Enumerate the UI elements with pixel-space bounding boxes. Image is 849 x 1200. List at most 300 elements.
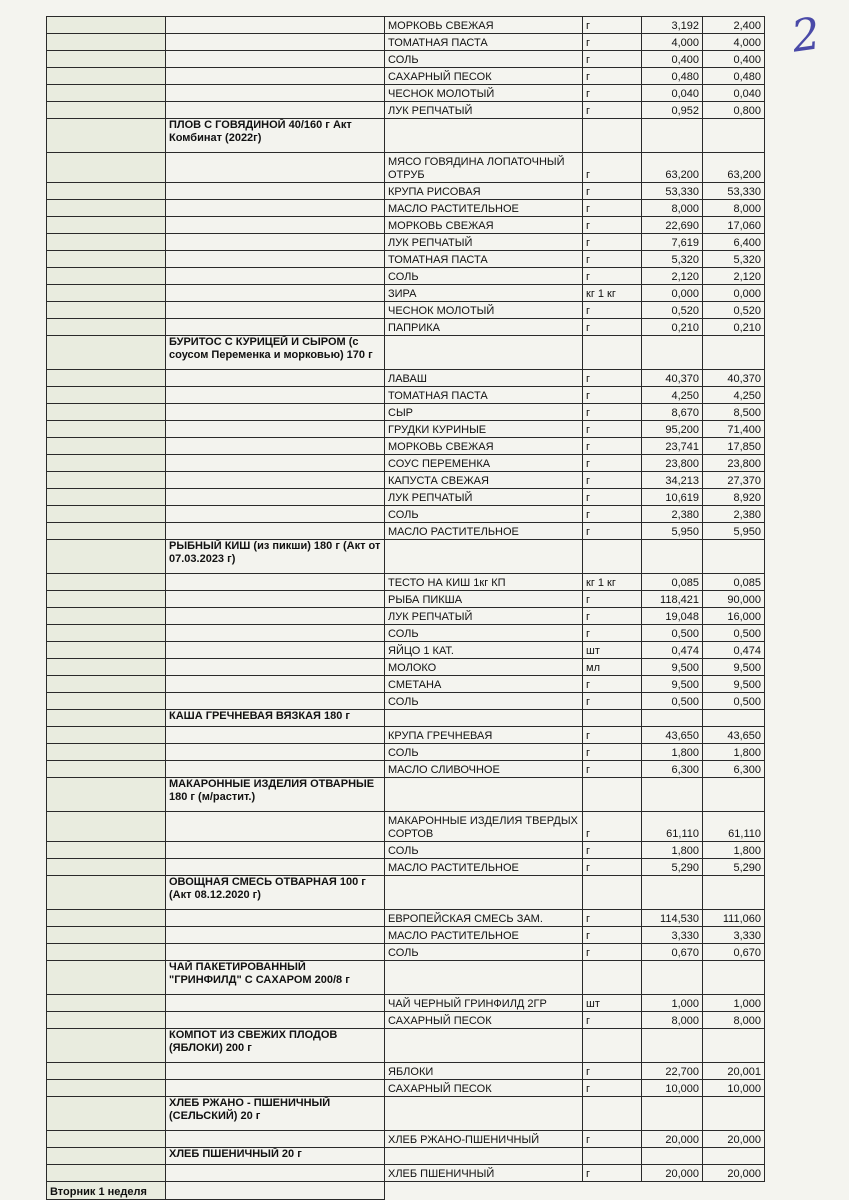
unit-cell [583,119,642,153]
unit-cell: г [583,523,642,540]
ingredient-row [47,102,765,119]
brutto-value: 1,800 [642,744,703,761]
brutto-value [642,1148,703,1165]
netto-value [703,1148,765,1165]
unit-cell: г [583,1012,642,1029]
row-label-cell [47,608,166,625]
unit-cell: г [583,727,642,744]
brutto-value: 3,192 [642,17,703,34]
brutto-value: 22,690 [642,217,703,234]
unit-cell: г [583,591,642,608]
netto-value: 8,500 [703,404,765,421]
row-label-cell [47,472,166,489]
ingredient-name: ЯЙЦО 1 КАТ. [385,642,583,659]
unit-cell: г [583,251,642,268]
unit-cell: г [583,842,642,859]
brutto-value [642,336,703,370]
netto-value: 20,000 [703,1131,765,1148]
dish-name-cell [166,153,385,183]
unit-cell: кг 1 кг [583,285,642,302]
unit-cell: г [583,102,642,119]
netto-value [703,1029,765,1063]
row-label-cell [47,438,166,455]
dish-row [47,961,765,995]
unit-cell [583,1148,642,1165]
brutto-value: 9,500 [642,659,703,676]
ingredient-name: МАСЛО РАСТИТЕЛЬНОЕ [385,523,583,540]
netto-value: 8,920 [703,489,765,506]
netto-value: 1,000 [703,995,765,1012]
brutto-value: 63,200 [642,153,703,183]
row-label-cell [47,642,166,659]
unit-cell: г [583,68,642,85]
dish-name-cell [166,183,385,200]
unit-cell [583,1029,642,1063]
dish-name-cell [166,387,385,404]
row-label-cell [47,85,166,102]
row-label-cell [47,285,166,302]
unit-cell: г [583,387,642,404]
unit-cell: г [583,268,642,285]
netto-value [703,876,765,910]
brutto-value: 23,741 [642,438,703,455]
ingredient-row [47,727,765,744]
brutto-value: 20,000 [642,1131,703,1148]
dish-name-cell [166,285,385,302]
netto-value: 90,000 [703,591,765,608]
unit-cell: г [583,761,642,778]
row-label-cell [47,251,166,268]
dish-name-cell [166,910,385,927]
row-label-cell [47,659,166,676]
row-label-cell [47,336,166,370]
dish-name-cell [166,574,385,591]
ingredient-row [47,659,765,676]
ingredient-name: КРУПА РИСОВАЯ [385,183,583,200]
row-label-cell [47,961,166,995]
unit-cell: г [583,489,642,506]
netto-value [703,540,765,574]
row-label-cell [47,489,166,506]
unit-cell: г [583,608,642,625]
netto-value: 20,001 [703,1063,765,1080]
brutto-value: 5,950 [642,523,703,540]
ingredient-row [47,472,765,489]
netto-value: 6,300 [703,761,765,778]
ingredient-name: КАПУСТА СВЕЖАЯ [385,472,583,489]
row-label-cell [47,1165,166,1182]
ingredient-name: СОУС ПЕРЕМЕНКА [385,455,583,472]
ingredient-name [385,540,583,574]
dish-name-cell [166,842,385,859]
ingredient-row [47,217,765,234]
dish-name-cell [166,608,385,625]
ingredient-name: СОЛЬ [385,625,583,642]
ingredient-name: ЧАЙ ЧЕРНЫЙ ГРИНФИЛД 2ГР [385,995,583,1012]
day-row [47,1182,765,1200]
brutto-value: 0,040 [642,85,703,102]
ingredient-row [47,68,765,85]
unit-cell: г [583,1131,642,1148]
netto-value: 0,400 [703,51,765,68]
ingredient-name: ЧЕСНОК МОЛОТЫЙ [385,85,583,102]
netto-value: 4,000 [703,34,765,51]
row-label-cell [47,876,166,910]
dish-name-cell [166,455,385,472]
dish-name-cell [166,200,385,217]
dish-row [47,710,765,727]
dish-row [47,336,765,370]
row-label-cell [47,523,166,540]
ingredient-row [47,319,765,336]
dish-name-cell [166,1165,385,1182]
netto-value: 0,210 [703,319,765,336]
unit-cell: г [583,944,642,961]
unit-cell: г [583,927,642,944]
netto-value: 20,000 [703,1165,765,1182]
unit-cell: г [583,85,642,102]
netto-value: 8,000 [703,200,765,217]
brutto-value: 8,000 [642,1012,703,1029]
netto-value: 2,400 [703,17,765,34]
brutto-value: 0,400 [642,51,703,68]
ingredient-name [385,778,583,812]
ingredient-row [47,676,765,693]
dish-name-cell [166,625,385,642]
netto-value: 1,800 [703,842,765,859]
ingredient-row [47,625,765,642]
ingredient-name: ЛАВАШ [385,370,583,387]
dish-name-cell [166,812,385,842]
ingredient-name: ТОМАТНАЯ ПАСТА [385,387,583,404]
ingredient-name: МАСЛО РАСТИТЕЛЬНОЕ [385,927,583,944]
brutto-value: 0,085 [642,574,703,591]
netto-value: 16,000 [703,608,765,625]
dish-name-cell [166,1080,385,1097]
netto-value: 63,200 [703,153,765,183]
unit-cell [583,540,642,574]
netto-value [703,778,765,812]
ingredient-name [385,1029,583,1063]
dish-name-cell [166,102,385,119]
dish-row [47,540,765,574]
netto-value: 0,480 [703,68,765,85]
brutto-value: 2,120 [642,268,703,285]
dish-title: ХЛЕБ ПШЕНИЧНЫЙ 20 г [166,1148,385,1165]
brutto-value: 4,000 [642,34,703,51]
unit-cell [583,710,642,727]
row-label-cell [47,302,166,319]
ingredient-row [47,642,765,659]
brutto-value [642,778,703,812]
unit-cell [583,778,642,812]
ingredient-row [47,51,765,68]
dish-name-cell [166,85,385,102]
unit-cell: г [583,1165,642,1182]
row-label-cell [47,927,166,944]
netto-value [703,1097,765,1131]
ingredient-name: СЫР [385,404,583,421]
brutto-value: 1,800 [642,842,703,859]
brutto-value: 10,000 [642,1080,703,1097]
brutto-value: 2,380 [642,506,703,523]
netto-value: 0,040 [703,85,765,102]
brutto-value: 0,474 [642,642,703,659]
ingredient-row [47,153,765,183]
row-label-cell [47,1131,166,1148]
netto-value: 6,400 [703,234,765,251]
row-label-cell [47,1063,166,1080]
netto-value: 3,330 [703,927,765,944]
dish-row [47,1029,765,1063]
dish-name-cell [166,523,385,540]
unit-cell: г [583,404,642,421]
dish-name-cell [166,642,385,659]
ingredient-row [47,34,765,51]
unit-cell: г [583,506,642,523]
ingredient-name: ЗИРА [385,285,583,302]
unit-cell [583,961,642,995]
day-label: Вторник 1 неделя [47,1182,166,1200]
dish-row [47,119,765,153]
ingredient-name [385,710,583,727]
ingredient-name: СМЕТАНА [385,676,583,693]
ingredient-name [385,1097,583,1131]
ingredient-name: ЛУК РЕПЧАТЫЙ [385,608,583,625]
dish-name-cell [166,217,385,234]
ingredient-name: ЧЕСНОК МОЛОТЫЙ [385,302,583,319]
row-label-cell [47,761,166,778]
row-label-cell [47,778,166,812]
ingredient-name: ЯБЛОКИ [385,1063,583,1080]
dish-name-cell [166,1131,385,1148]
netto-value: 27,370 [703,472,765,489]
brutto-value: 8,670 [642,404,703,421]
brutto-value: 9,500 [642,676,703,693]
brutto-value: 20,000 [642,1165,703,1182]
dish-name-cell [166,472,385,489]
brutto-value: 4,250 [642,387,703,404]
netto-value: 0,520 [703,302,765,319]
dish-name-cell [166,761,385,778]
ingredient-row [47,421,765,438]
ingredient-name: ТЕСТО НА КИШ 1кг КП [385,574,583,591]
unit-cell: г [583,625,642,642]
row-label-cell [47,17,166,34]
ingredient-row [47,693,765,710]
ingredient-row [47,608,765,625]
row-label-cell [47,995,166,1012]
dish-row [47,876,765,910]
netto-value: 4,250 [703,387,765,404]
unit-cell: г [583,234,642,251]
dish-title: ХЛЕБ РЖАНО - ПШЕНИЧНЫЙ (СЕЛЬСКИЙ) 20 г [166,1097,385,1131]
row-label-cell [47,268,166,285]
brutto-value: 61,110 [642,812,703,842]
ingredient-name: САХАРНЫЙ ПЕСОК [385,1012,583,1029]
ingredient-name: КРУПА ГРЕЧНЕВАЯ [385,727,583,744]
netto-value: 2,120 [703,268,765,285]
unit-cell: шт [583,995,642,1012]
netto-value: 0,800 [703,102,765,119]
unit-cell [583,1097,642,1131]
ingredient-name: ЛУК РЕПЧАТЫЙ [385,234,583,251]
unit-cell: мл [583,659,642,676]
ingredient-name: ТОМАТНАЯ ПАСТА [385,251,583,268]
unit-cell: г [583,676,642,693]
ingredient-name: ХЛЕБ ПШЕНИЧНЫЙ [385,1165,583,1182]
dish-title: ОВОЩНАЯ СМЕСЬ ОТВАРНАЯ 100 г (Акт 08.12.2020 г) [166,876,385,910]
netto-value: 9,500 [703,659,765,676]
brutto-value: 23,800 [642,455,703,472]
netto-value [703,336,765,370]
dish-name-cell [166,659,385,676]
ingredient-row [47,927,765,944]
ingredient-name: МАКАРОННЫЕ ИЗДЕЛИЯ ТВЕРДЫХ СОРТОВ [385,812,583,842]
brutto-value: 43,650 [642,727,703,744]
ingredient-name: СОЛЬ [385,268,583,285]
ingredient-row [47,506,765,523]
unit-cell: г [583,859,642,876]
ingredient-row [47,812,765,842]
dish-title: МАКАРОННЫЕ ИЗДЕЛИЯ ОТВАРНЫЕ 180 г (м/растит.) [166,778,385,812]
brutto-value: 53,330 [642,183,703,200]
ingredient-row [47,285,765,302]
row-label-cell [47,404,166,421]
netto-value: 8,000 [703,1012,765,1029]
ingredient-name: СОЛЬ [385,842,583,859]
ingredient-row [47,842,765,859]
netto-value: 0,085 [703,574,765,591]
dish-row [47,1097,765,1131]
dish-title: ПЛОВ С ГОВЯДИНОЙ 40/160 г Акт Комбинат (2022г) [166,119,385,153]
brutto-value: 3,330 [642,927,703,944]
netto-value: 111,060 [703,910,765,927]
netto-value [703,710,765,727]
dish-name-cell [166,744,385,761]
dish-name-cell [166,859,385,876]
row-label-cell [47,1148,166,1165]
brutto-value: 6,300 [642,761,703,778]
row-label-cell [47,370,166,387]
ingredient-row [47,438,765,455]
row-label-cell [47,183,166,200]
brutto-value [642,961,703,995]
dish-title: КОМПОТ ИЗ СВЕЖИХ ПЛОДОВ (ЯБЛОКИ) 200 г [166,1029,385,1063]
unit-cell: г [583,693,642,710]
dish-name-cell [166,489,385,506]
row-label-cell [47,1029,166,1063]
brutto-value: 5,290 [642,859,703,876]
dish-name-cell [166,34,385,51]
dish-row [47,778,765,812]
dish-name-cell [166,421,385,438]
menu-layout-table [46,16,765,1200]
brutto-value: 5,320 [642,251,703,268]
ingredient-name: ХЛЕБ РЖАНО-ПШЕНИЧНЫЙ [385,1131,583,1148]
brutto-value [642,540,703,574]
ingredient-row [47,200,765,217]
ingredient-row [47,17,765,34]
ingredient-row [47,387,765,404]
ingredient-name [385,1148,583,1165]
ingredient-row [47,859,765,876]
brutto-value: 95,200 [642,421,703,438]
row-label-cell [47,727,166,744]
unit-cell: г [583,302,642,319]
ingredient-name: МОРКОВЬ СВЕЖАЯ [385,17,583,34]
netto-value: 0,670 [703,944,765,961]
dish-name-cell [166,68,385,85]
ingredient-name: МОЛОКО [385,659,583,676]
ingredient-row [47,1165,765,1182]
dish-name-cell [166,995,385,1012]
unit-cell: г [583,910,642,927]
dish-name-cell [166,944,385,961]
dish-name-cell [166,319,385,336]
dish-name-cell [166,591,385,608]
dish-name-cell [166,234,385,251]
dish-name-cell [166,438,385,455]
row-label-cell [47,1080,166,1097]
row-label-cell [47,455,166,472]
row-label-cell [47,1097,166,1131]
brutto-value [642,1029,703,1063]
ingredient-row [47,523,765,540]
unit-cell: г [583,153,642,183]
row-label-cell [47,859,166,876]
netto-value: 71,400 [703,421,765,438]
unit-cell: кг 1 кг [583,574,642,591]
ingredient-row [47,85,765,102]
dish-name-cell [166,927,385,944]
dish-name-cell [166,51,385,68]
ingredient-name: МЯСО ГОВЯДИНА ЛОПАТОЧНЫЙ ОТРУБ [385,153,583,183]
ingredient-name: СОЛЬ [385,506,583,523]
ingredient-row [47,744,765,761]
dish-name-cell [166,506,385,523]
ingredient-row [47,761,765,778]
ingredient-row [47,234,765,251]
ingredient-name: МОРКОВЬ СВЕЖАЯ [385,438,583,455]
brutto-value [642,710,703,727]
row-label-cell [47,51,166,68]
dish-title: КАША ГРЕЧНЕВАЯ ВЯЗКАЯ 180 г [166,710,385,727]
netto-value: 10,000 [703,1080,765,1097]
ingredient-name: РЫБА ПИКША [385,591,583,608]
unit-cell: г [583,370,642,387]
ingredient-name [385,119,583,153]
dish-row [47,1148,765,1165]
ingredient-row [47,1063,765,1080]
ingredient-row [47,302,765,319]
unit-cell [583,876,642,910]
unit-cell: г [583,183,642,200]
netto-value: 5,290 [703,859,765,876]
ingredient-name: ГРУДКИ КУРИНЫЕ [385,421,583,438]
dish-name-cell [166,727,385,744]
row-label-cell [47,200,166,217]
brutto-value: 22,700 [642,1063,703,1080]
ingredient-row [47,574,765,591]
row-label-cell [47,506,166,523]
unit-cell: шт [583,642,642,659]
ingredient-name: МАСЛО СЛИВОЧНОЕ [385,761,583,778]
ingredient-name: САХАРНЫЙ ПЕСОК [385,1080,583,1097]
ingredient-name: СОЛЬ [385,744,583,761]
ingredient-name: СОЛЬ [385,944,583,961]
ingredient-row [47,251,765,268]
